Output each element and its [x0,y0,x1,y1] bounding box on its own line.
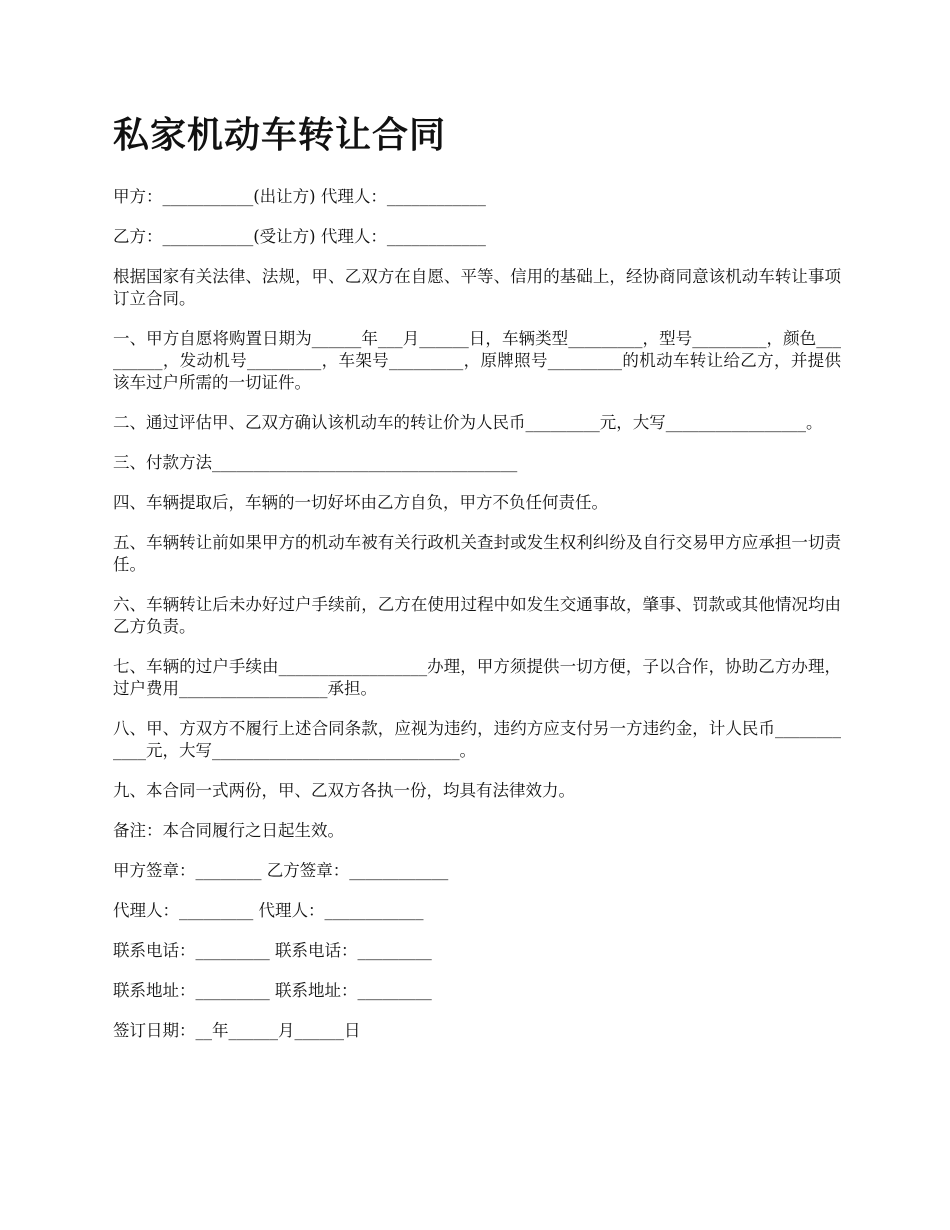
address-line: 联系地址：_________ 联系地址：_________ [113,981,432,1000]
preamble-paragraph: 根据国家有关法律、法规，甲、乙双方在自愿、平等、信用的基础上，经协商同意该机动车转让事项订立合同。 [113,267,841,308]
clause-8: 八、甲、方双方不履行上述合同条款，应视为违约，违约方应支付另一方违约金，计人民币____________元，大写______________________________。 [113,719,841,760]
party-a-line: 甲方：___________(出让方) 代理人：____________ [113,187,486,206]
clause-2: 二、通过评估甲、乙双方确认该机动车的转让价为人民币_________元，大写_________________。 [113,413,823,432]
clause-1: 一、甲方自愿将购置日期为______年___月______日，车辆类型_________，型号_________，颜色_________，发动机号_________，车架号_________，原牌照号_________的机动车转让给乙方，并提供该车过户所需的一切证件。 [113,329,841,392]
remarks-line: 备注：本合同履行之日起生效。 [113,821,344,840]
clause-6: 六、车辆转让后未办好过户手续前，乙方在使用过程中如发生交通事故，肇事、罚款或其他情况均由乙方负责。 [113,595,841,636]
signing-date-line: 签订日期：__年______月______日 [113,1021,361,1040]
clause-4: 四、车辆提取后，车辆的一切好坏由乙方自负，甲方不负任何责任。 [113,493,608,512]
phone-line: 联系电话：_________ 联系电话：_________ [113,941,432,960]
signature-line: 甲方签章：________ 乙方签章：____________ [113,861,449,880]
party-b-line: 乙方：___________(受让方) 代理人：____________ [113,227,486,246]
clause-7: 七、车辆的过户手续由__________________办理，甲方须提供一切方便，子以合作，协助乙方办理，过户费用__________________承担。 [113,657,841,698]
agent-line: 代理人：_________ 代理人：____________ [113,901,424,920]
clause-9: 九、本合同一式两份，甲、乙双方各执一份，均具有法律效力。 [113,781,575,800]
document-page [113,110,841,1060]
clause-3: 三、付款方法_____________________________________ [113,453,518,472]
clause-5: 五、车辆转让前如果甲方的机动车被有关行政机关查封或发生权利纠纷及自行交易甲方应承担一切责任。 [113,533,841,574]
document-title: 私家机动车转让合同 [113,115,447,156]
